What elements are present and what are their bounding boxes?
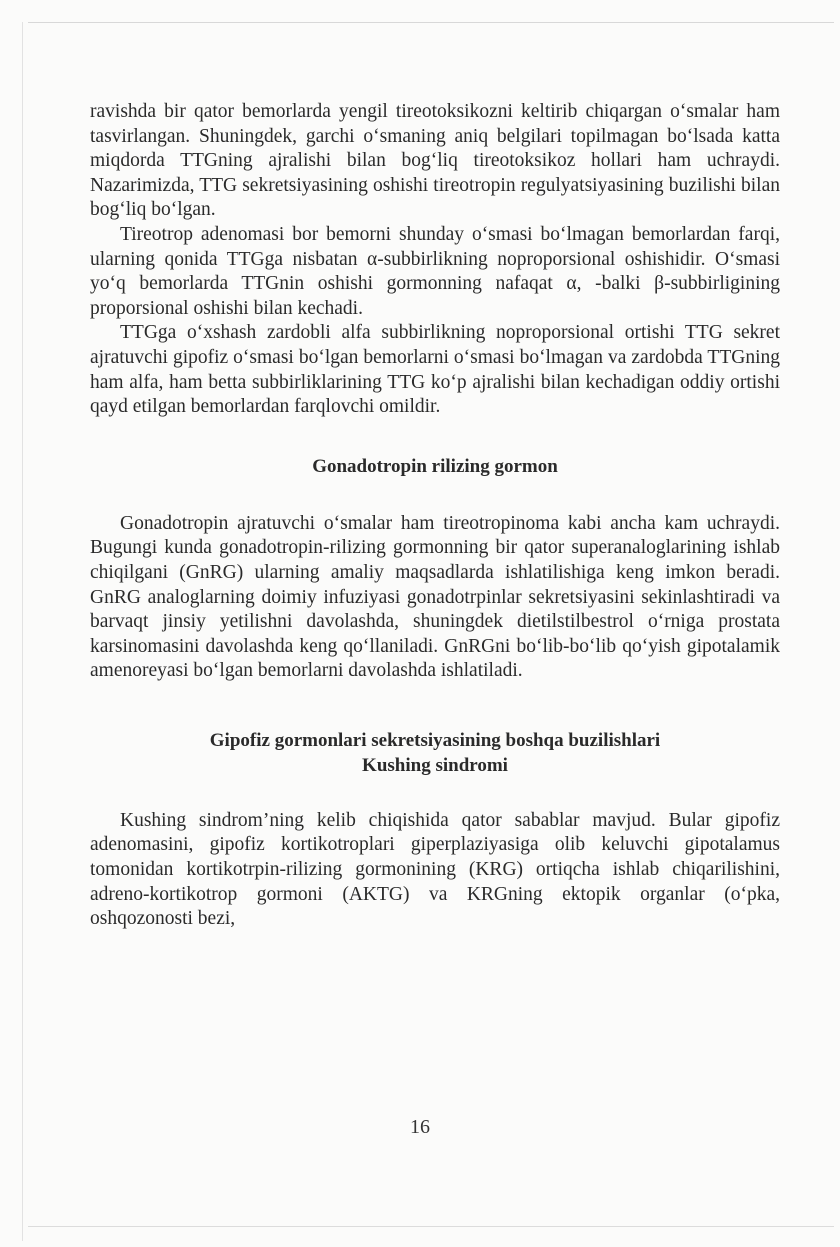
top-edge-line bbox=[28, 22, 834, 23]
paragraph-alfa-subbirlik: TTGga o‘xshash zardobli alfa subbirlikning noproporsional ortishi TTG sekret ajratuvchi gipofiz o‘smasi bo‘lgan bemorlarni o‘smasi bo‘lmagan va zardobda TTGning ham alfa, ham betta subbirliklarining TTG ko‘p ajralishi bilan kechadigan oddiy ortishi qayd etilgan bemorlardan farqlovchi omildir. bbox=[90, 322, 780, 418]
page-content bbox=[90, 100, 780, 932]
paragraph-gonadotropin: Gonadotropin ajratuvchi o‘smalar ham tireotropinoma kabi ancha kam uchraydi. Bugungi kunda gonadotropin-rilizing gormonning bir qator superanaloglarining ishlab chiqilgani (GnRG) ularning amaliy maqsadlarda ishlatilishiga keng imkon beradi. GnRG analoglarning doimiy infuziyasi gonadotrpinlar sekretsiyasini sekinlashtiradi va barvaqt jinsiy yetilishni davolashda, shuningdek dietilstilbestrol o‘rniga prostata karsinomasini davolashda keng qo‘llaniladi. GnRGni bo‘lib-bo‘lib qo‘yish gipotalamik amenoreyasi bo‘lgan bemorlarni davolashda ishlatiladi. bbox=[90, 512, 780, 682]
heading-kushing-section bbox=[90, 728, 780, 778]
paragraph-tireotoksikoz: ravishda bir qator bemorlarda yengil tireotoksikozni keltirib chiqargan o‘smalar ham tasvirlangan. Shuningdek, garchi o‘smaning aniq belgilari topilmagan bo‘lsada katta miqdorda TTGning ajralishi bilan bog‘liq tireotoksikoz hollari ham uchraydi. Nazarimizda, TTG sekretsiyasining oshishi tireotropin regulyatsiyasining buzilishi bilan bog‘liq bo‘lgan. bbox=[90, 101, 780, 221]
left-edge-line bbox=[22, 22, 23, 1241]
heading-kushing-sindromi: Kushing sindromi bbox=[362, 754, 508, 776]
bottom-edge-line bbox=[28, 1226, 834, 1227]
page-number: 16 bbox=[410, 1116, 430, 1138]
heading-gipofiz-buzilishlari: Gipofiz gormonlari sekretsiyasining boshqa buzilishlari bbox=[209, 729, 661, 751]
paragraph-kushing: Kushing sindrom’ning kelib chiqishida qator sabablar mavjud. Bular gipofiz adenomasini, gipofiz kortikotroplari giperplaziyasiga olib keluvchi gipotalamus tomonidan kortikotrpin-rilizing gormonining (KRG) ortiqcha ishlab chiqarilishini, adreno-kortikotrop gormoni (AKTG) va KRGning ektopik organlar (o‘pka, oshqozonosti bezi, bbox=[90, 809, 780, 930]
heading-gonadotropin: Gonadotropin rilizing gormon bbox=[312, 455, 558, 477]
paragraph-tireotrop-adenoma: Tireotrop adenomasi bor bemorni shunday o‘smasi bo‘lmagan bemorlardan farqi, ularning qonida TTGga nisbatan α-subbirlikning noproporsional oshishidir. O‘smasi yo‘q bemorlarda TTGnin oshishi gormonning nafaqat α, -balki β-subbirligining proporsional oshishi bilan kechadi. bbox=[90, 223, 780, 319]
